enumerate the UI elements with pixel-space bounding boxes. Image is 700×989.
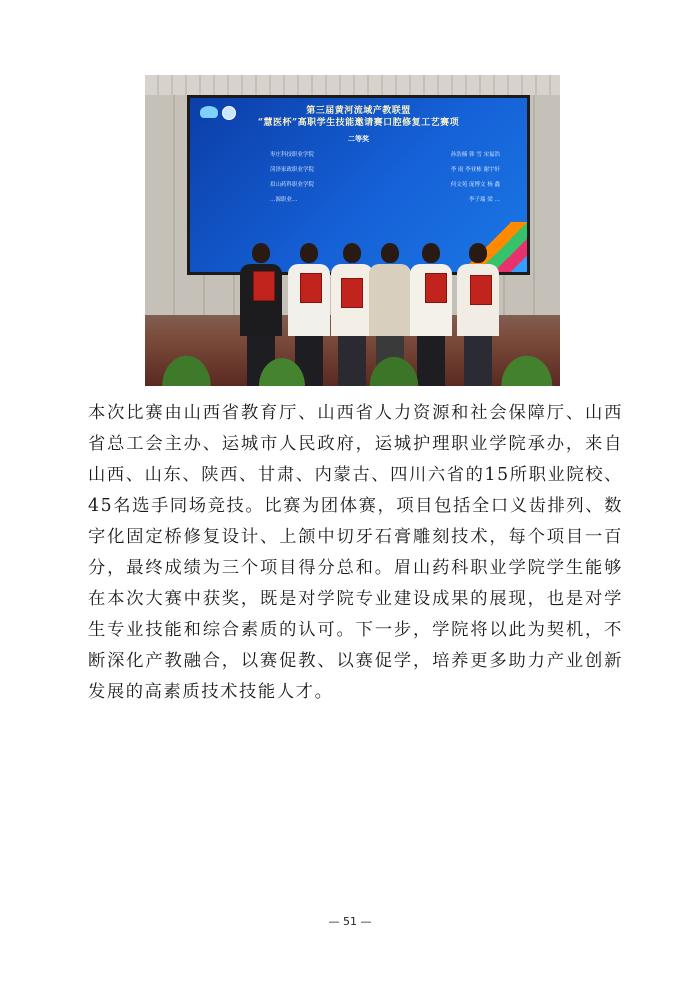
- screen-winner-names: 李 雨 李业栋 谢宇轩: [450, 167, 500, 173]
- award-ceremony-photo: [145, 75, 560, 386]
- screen-winner-names: 李子瑞 梁 …: [469, 197, 500, 203]
- screen-winner-row: [270, 148, 500, 163]
- screen-winner-row: [270, 178, 500, 193]
- screen-title-line1: 第三届黄河流域产教联盟: [306, 106, 411, 116]
- screen-winner-names: 何文苑 庞博文 杨 鑫: [450, 182, 500, 188]
- certificate-icon: [425, 273, 447, 303]
- screen-winner-list: [270, 148, 500, 208]
- page-number: — 51 —: [328, 915, 372, 928]
- certificate-icon: [470, 275, 492, 305]
- screen-winner-school: 眉山药科职业学院: [270, 182, 315, 188]
- screen-winner-school: 菏泽家政职业学院: [270, 167, 315, 173]
- photo-ceiling: [145, 75, 560, 95]
- certificate-icon: [253, 271, 275, 301]
- screen-title-line2: “慧医杯”高职学生技能邀请赛口腔修复工艺赛项: [257, 118, 460, 128]
- potted-plants: [145, 316, 560, 386]
- certificate-icon: [341, 278, 363, 308]
- screen-winner-row: [270, 193, 500, 208]
- screen-winner-school: …源职业…: [270, 197, 298, 203]
- screen-winner-row: [270, 163, 500, 178]
- screen-title: [190, 105, 527, 129]
- body-paragraph: 本次比赛由山西省教育厅、山西省人力资源和社会保障厅、山西省总工会主办、运城市人民政府，运城护理职业学院承办，来自山西、山东、陕西、甘肃、内蒙古、四川六省的15所职业院校、45名选手同场竞技。比赛为团体赛，项目包括全口义齿排列、数字化固定桥修复设计、上颌中切牙石膏雕刻技术，每个项目一百分，最终成绩为三个项目得分总和。眉山药科职业学院学生能够在本次大赛中获奖，既是对学院专业建设成果的展现，也是对学生专业技能和综合素质的认可。下一步，学院将以此为契机，不断深化产教融合，以赛促教、以赛促学，培养更多助力产业创新发展的高素质技术技能人才。: [88, 403, 623, 702]
- screen-award-level: 二等奖: [348, 134, 369, 143]
- screen-winner-school: 枣庄科技职业学院: [270, 152, 315, 158]
- certificate-icon: [300, 273, 322, 303]
- screen-winner-names: 孙浩楠 韩 雪 宋福浩: [450, 152, 500, 158]
